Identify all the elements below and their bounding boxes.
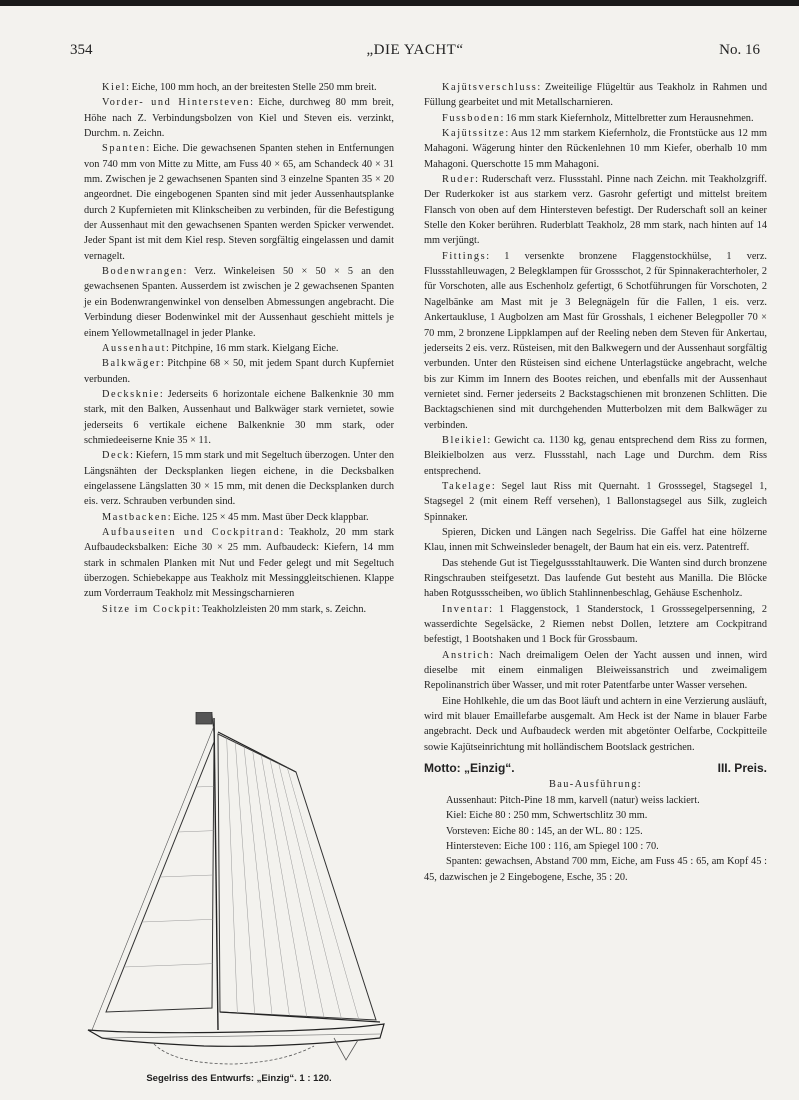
page-edge [0,0,799,6]
paragraph-label: Sitze im Cockpit [102,603,197,615]
paragraph-text: : Eiche, durchweg 80 mm breit, Höhe nach Z. Verbindungsbolzen von Kiel und Steven eis. verzinkt, Durchm. n. Zeichn. [84,97,394,140]
right-paragraph [424,479,767,525]
paragraph-text: : 1 versenkte bronzene Flaggenstockhülse, 1 verz. Flussstahlleuwagen, 2 Belegklampen für Grossschot, 2 für Spinnakerachterholer, 2 für Vorschoten, alle aus Eschenholz gefertigt, 6 Schotführungen für Vorschoten, 2 Nagelbänke am Mast mit je 3 Belegnägeln für die Fallen, 1 eis. verz. Ankertaukluse, 1 Augbolzen am Mast für Grosshals, 1 eichener Belegpoller 70 × 70 mm, 2 bronzene Lippklampen auf der Reeling neben dem Steven für Ankertau, jederseits 2 eis. verz. Rüsteisen, mit den Balkwegern und der Aussenhaut sorgfältig verbunden. Unter den Rüsteisen sind eichene Unterlagstücke angebracht, welche bis zur Kimm im Innern des Bootes reichen, und ebenfalls mit der Aussenhaut vernietet sind. Ferner jederseits 2 Backstagschienen mit bronzenen Schlitten. Die Backtagschienen sind mit durchgehenden Mutterbolzen mit dem Balkwäger zu verbinden. [424,250,767,431]
paragraph-text: : 16 mm stark Kiefernholz, Mittelbretter zum Herausnehmen. [500,112,754,124]
motto-title: Motto: „Einzig“. [424,761,515,776]
left-column [84,80,394,617]
page-header [70,42,760,64]
paragraph-label: Inventar [442,603,490,615]
bau-items [424,793,767,885]
keel [154,1044,314,1064]
left-paragraph [84,341,394,356]
right-paragraph [424,80,767,111]
paragraph-text: : Aus 12 mm starkem Kiefernholz, die Frontstücke aus 12 mm Mahagoni. Wägerung hinter den Rückenlehnen 10 mm Kiefer, oberhalb 10 mm Mahagoni. Querschotte 15 mm Mahagoni. [424,128,767,170]
left-paragraph [84,525,394,602]
paragraph-text: : Teakholzleisten 20 mm stark, s. Zeichn. [196,603,367,615]
paragraph-label: Mastbacken [102,511,168,523]
paragraph-text: Das stehende Gut ist Tiegelgussstahltauwerk. Die Wanten sind durch bronzene Ringschrauben steifgesetzt. Das laufende Gut besteht aus Manilla. Die Blöcke haben Rotgussscheiben, wo üblich Stahlinnenbeschlag, Gehäuse Eschenholz. [424,557,767,600]
paragraph-label: Deck [102,450,131,462]
page-number: 354 [70,42,93,58]
paragraph-label: Fittings [442,250,487,262]
paragraph-label: Takelage [442,480,492,492]
paragraph-text: : Zweiteilige Flügeltür aus Teakholz in Rahmen und Füllung gearbeitet und mit Metallscharnieren. [424,82,767,109]
left-paragraph [84,141,394,264]
paragraph-label: Spanten [102,143,147,155]
paragraph-text: : Eiche. 125 × 45 mm. Mast über Deck klappbar. [167,511,369,523]
journal-title: „DIE YACHT“ [366,42,464,58]
paragraph-label: Anstrich [442,649,491,661]
paragraph-text: : 1 Flaggenstock, 1 Standerstock, 1 Grosssegelpersenning, 2 wasserdichte Segelsäcke, 2 Riemen nebst Dollen, letztere am Cockpitrand befestigt, 1 Bootshaken und 1 Bock für Grossbaum. [424,603,767,646]
paragraph-text: Eine Hohlkehle, die um das Boot läuft und achtern in eine Verzierung ausläuft, wird mit blauer Emaillefarbe ausgemalt. Am Heck ist der Name in blauer Farbe angebracht. Deck und Aufbaudeck werden mit abgetönter Oelfarbe, Cockpitteile sowie Kajütseinrichtung mit holländischem Bootslack gestrichen. [424,695,767,753]
bau-item: Spanten: gewachsen, Abstand 700 mm, Eiche, am Fuss 45 : 65, am Kopf 45 : 45, dazwischen je 2 Eingebogene, Esche, 35 : 20. [424,856,767,883]
bau-item: Vorsteven: Eiche 80 : 145, an der WL. 80 : 125. [446,825,643,837]
right-paragraph [424,694,767,755]
paragraph-label: Bleikiel [442,434,488,446]
right-paragraph [424,111,767,126]
right-paragraph [424,648,767,694]
paragraph-text: : Eiche, 100 mm hoch, an der breitesten Stelle 250 mm breit. [126,82,377,93]
figure-caption: Segelriss des Entwurfs: „Einzig“. 1 : 120. [146,1073,332,1084]
paragraph-label: Kiel [102,82,127,93]
paragraph-label: Aufbauseiten und Cockpitrand [102,526,281,538]
right-paragraph [424,433,767,479]
paragraph-label: Aussenhaut [102,342,167,354]
right-paragraphs [424,80,767,755]
left-paragraph [84,80,394,95]
paragraph-label: Decksknie [102,388,160,400]
right-paragraph [424,602,767,648]
left-paragraph [84,95,394,141]
left-paragraph [84,387,394,448]
left-paragraph [84,264,394,341]
paragraph-text: : Pitchpine, 16 mm stark. Kielgang Eiche. [166,342,339,354]
paragraph-text: : Nach dreimaligem Oelen der Yacht aussen und innen, wird dieselbe mit einem einmaligen Bleiweissanstrich und zweimaligem Repolinanstrich über Wasser, und mit roter Patentfarbe unter Wasser versehen. [424,649,767,692]
paragraph-label: Bodenwrangen [102,266,184,278]
paragraph-label: Fussboden [442,112,501,124]
paragraph-label: Vorder- und Hintersteven [102,97,251,109]
left-paragraph [84,448,394,509]
paragraph-text: Spieren, Dicken und Längen nach Segelriss. Die Gaffel hat eine hölzerne Klau, innen mit Schweinsleder benagelt, der Baum hat ein eis. verz. Patentreff. [424,526,767,554]
bau-item: Hintersteven: Eiche 100 : 116, am Spiegel 100 : 70. [446,840,659,852]
right-paragraph [424,556,767,602]
paragraph-label: Kajütssitze [442,128,506,140]
paragraph-text: : Jederseits 6 horizontale eichene Balkenknie 30 mm stark, mit den Balken, Aussenhaut und Balkwäger stark vernietet, sowie jederseits 6 vertikale eichene Balkenknie 30 mm stark, oder schmiedeeiserne Knie 35 × 11. [84,388,394,446]
right-paragraph [424,126,767,172]
right-column [424,80,767,885]
prize-label: III. Preis. [717,761,767,776]
left-paragraph [84,356,394,387]
sail-plan-figure [84,712,394,1067]
paragraph-text: : Gewicht ca. 1130 kg, genau entsprechend dem Riss zu formen, Bleikielbolzen aus verz. Flussstahl, nach Lage und Durchm. dem Riss entsprechend. [424,434,767,477]
pennant-flag [196,712,212,724]
left-paragraph [84,602,394,617]
right-paragraph [424,249,767,433]
paragraph-label: Kajütsverschluss [442,82,538,93]
right-paragraph [424,525,767,556]
paragraph-text: : Kiefern, 15 mm stark und mit Segeltuch überzogen. Unter den Längsnähten der Decksplanken liegen eichene, in die Decksbalken eingelassene Längslatten 30 × 15 mm, mit denen die Decksplanken durch eis. verz. Schrauben verbunden sind. [84,450,394,508]
bau-heading: Bau-Ausführung: [548,779,643,791]
main-sail [218,734,376,1020]
paragraph-text: : Verz. Winkeleisen 50 × 50 × 5 an den gewachsenen Spanten. Ausserdem ist zwischen je 2 gewachsenen Spanten je ein Bodenwrangenwinkel von denselben Abmessungen angebracht. Die Verbindung dieser Bodenwinkel mit der Aussenhaut geschieht mittels je einem Yellowmetallnagel in jeder Planke. [84,266,394,339]
paragraph-text: : Segel laut Riss mit Quernaht. 1 Grosssegel, Stagsegel 1, Stagsegel 2 (mit einem Reff versehen), 1 Ballonstagsegel aus Silk, zugleich Spinnaker. [424,480,767,523]
boom [220,1012,380,1022]
paragraph-text: : Teakholz, 20 mm stark Aufbaudecksbalken: Eiche 30 × 25 mm. Aufbaudeck: Kiefern, 14 mm stark in schmalen Planken mit Nut und Feder gelegt und mit Segeltuch überzogen. Schiebekappe aus Teakholz mit Messinggleitschienen. Klappe zum Vorderraum Teakholz mit Messingscharnieren [84,526,394,600]
paragraph-text: : Eiche. Die gewachsenen Spanten stehen in Entfernungen von 740 mm von Mitte zu Mitte, am Fuss 40 × 65, am Schandeck 40 × 31 mm. Zwischen je 2 gewachsenen Spanten sind 3 einzelne Spanten 35 × 20 angeordnet. Die eingebogenen Spanten sind mit jeder Aussenhautsplanke durch 2 Kupfernieten mit Klinkscheiben zu verbinden, für die Befestigung der Aussenhaut mit den gewachsenen Spanten werden Spicker verwendet. Jeder Spant ist mit dem Kiel resp. Steven sorgfältig eingelassen und damit vernagelt. [84,143,394,262]
paragraph-text: : Pitchpine 68 × 50, mit jedem Spant durch Kupferniet verbunden. [84,358,394,385]
hull [88,1024,384,1046]
paragraph-text: : Ruderschaft verz. Flussstahl. Pinne nach Zeichn. mit Teakholzgriff. Der Ruderkoker ist aus starkem verz. Gasrohr gefertigt und mittelst breitem Flansch von oben auf dem Hintersteven befestigt. Der Ruderschaft soll an keiner Stelle den Koker berühren. Ruderblatt Teakholz, 28 mm stark, nach hinten auf 14 mm verjüngt. [424,174,767,247]
bau-item: Kiel: Eiche 80 : 250 mm, Schwertschlitz 30 mm. [446,810,648,822]
motto-line [424,761,767,776]
paragraph-label: Ruder [442,174,476,186]
right-paragraph [424,172,767,249]
mast [214,718,218,1030]
left-paragraph [84,510,394,525]
bau-item: Aussenhaut: Pitch-Pine 18 mm, karvell (natur) weiss lackiert. [446,794,700,806]
issue-number: No. 16 [719,42,760,58]
paragraph-label: Balkwäger [102,358,162,370]
